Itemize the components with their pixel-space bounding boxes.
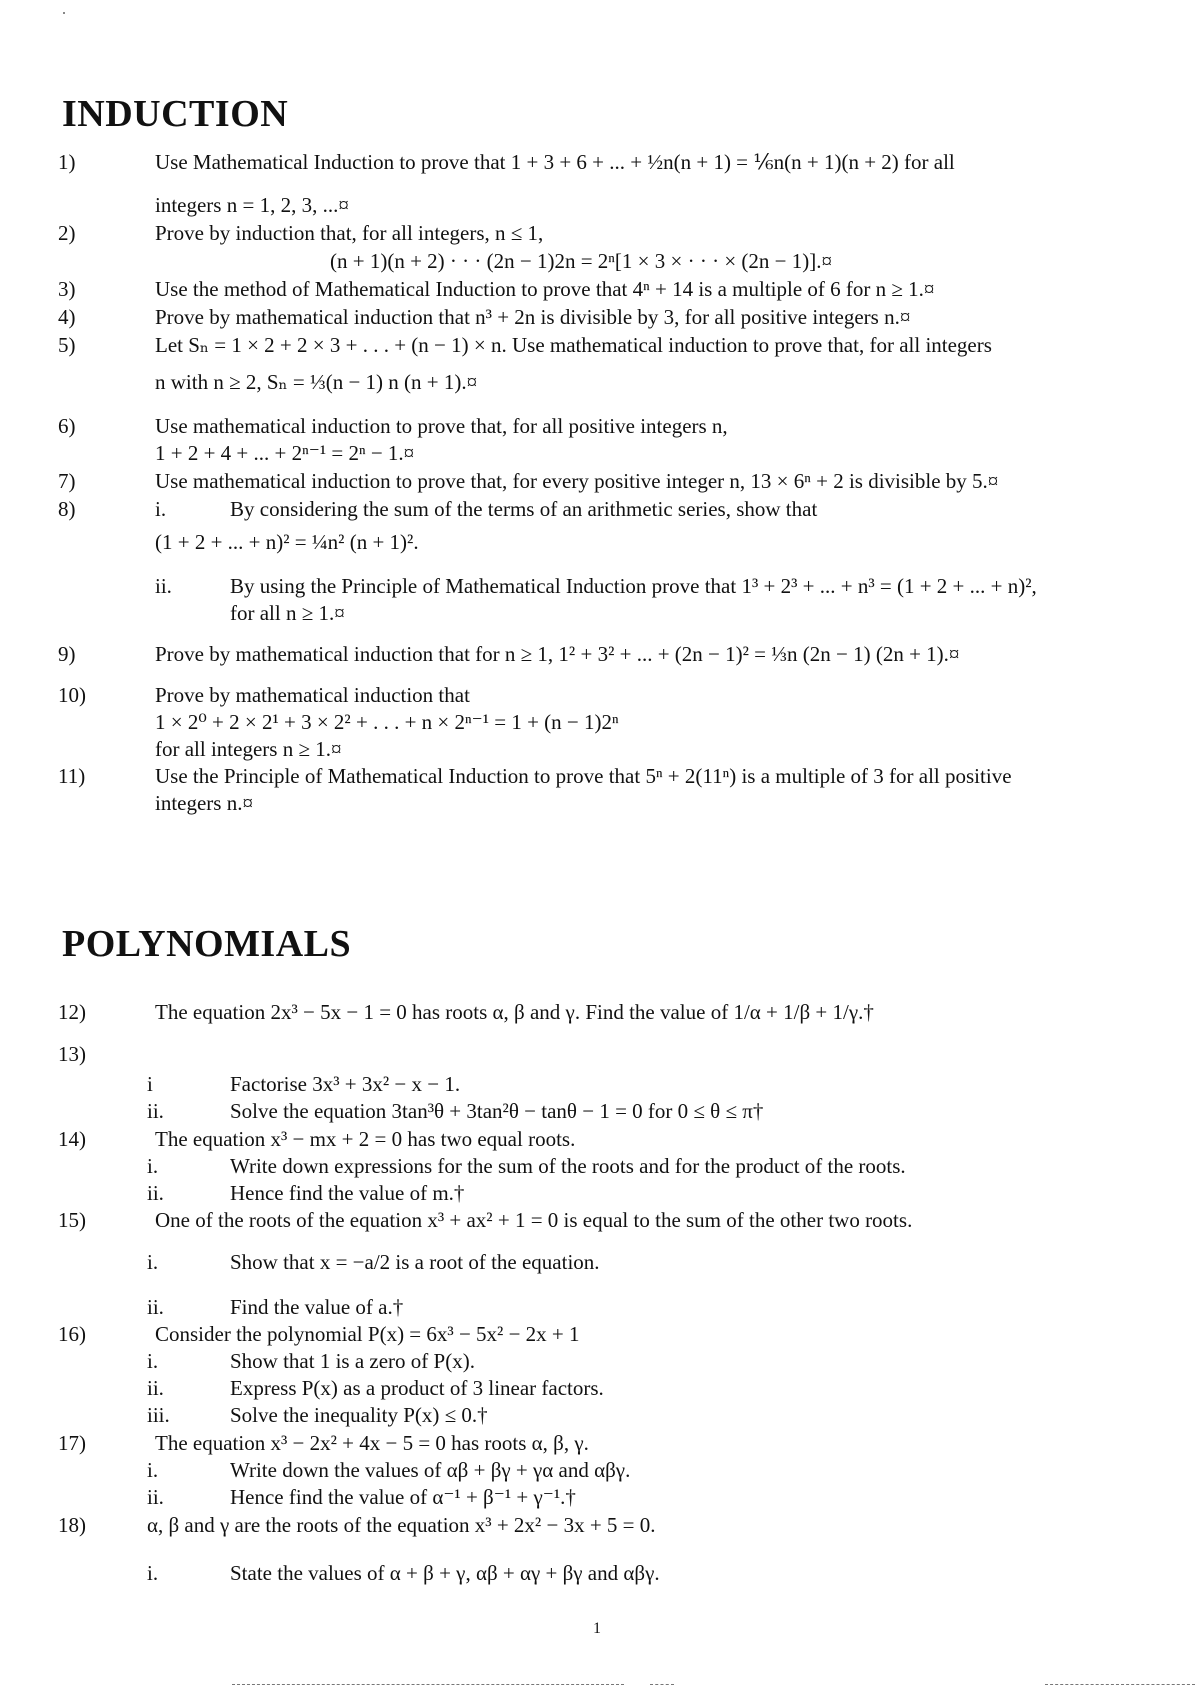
question-number: 15): [58, 1208, 86, 1232]
footer-rule: [1045, 1684, 1195, 1685]
scan-speck: [63, 12, 65, 14]
question-number: 16): [58, 1322, 86, 1346]
formula-text: (1 + 2 + ... + n)² = ¼n² (n + 1)².: [155, 530, 419, 554]
question-text: Prove by induction that, for all integers, n ≤ 1,: [155, 221, 544, 245]
formula-text: (n + 1)(n + 2) · · · (2n − 1)2n = 2ⁿ[1 × 3 × · · · × (2n − 1)].¤: [330, 249, 833, 273]
part-label: ii.: [147, 1376, 164, 1400]
question-text: Prove by mathematical induction that: [155, 683, 470, 707]
part-label: ii.: [147, 1099, 164, 1123]
footer-rule: [232, 1684, 624, 1685]
question-text: for all integers n ≥ 1.¤: [155, 737, 342, 761]
part-label: ii.: [147, 1181, 164, 1205]
question-number: 7): [58, 469, 76, 493]
part-label: i.: [155, 497, 167, 521]
question-text: By using the Principle of Mathematical Induction prove that 1³ + 2³ + ... + n³ = (1 + 2 + ... + n)²,: [230, 574, 1037, 598]
section-heading-induction: INDUCTION: [62, 93, 289, 135]
question-text: The equation x³ − 2x² + 4x − 5 = 0 has roots α, β, γ.: [155, 1431, 589, 1455]
part-label: ii.: [155, 574, 172, 598]
page-number: 1: [593, 1620, 601, 1637]
part-label: i.: [147, 1349, 159, 1373]
question-text: Use the method of Mathematical Induction to prove that 4ⁿ + 14 is a multiple of 6 for n ≥ 1.¤: [155, 277, 935, 301]
question-number: 5): [58, 333, 76, 357]
question-text: Hence find the value of m.†: [230, 1181, 465, 1205]
question-number: 3): [58, 277, 76, 301]
question-number: 14): [58, 1127, 86, 1151]
question-number: 13): [58, 1042, 86, 1066]
part-label: iii.: [147, 1403, 170, 1427]
question-text: Solve the inequality P(x) ≤ 0.†: [230, 1403, 488, 1427]
question-text: One of the roots of the equation x³ + ax² + 1 = 0 is equal to the sum of the other two roots.: [155, 1208, 913, 1232]
part-label: ii.: [147, 1485, 164, 1509]
footer-rule: [650, 1684, 674, 1685]
question-text: Use Mathematical Induction to prove that 1 + 3 + 6 + ... + ½n(n + 1) = ⅙n(n + 1)(n + 2) for all: [155, 150, 955, 174]
question-text: for all n ≥ 1.¤: [230, 601, 345, 625]
question-number: 18): [58, 1513, 86, 1537]
part-label: i: [147, 1072, 153, 1096]
question-text: Consider the polynomial P(x) = 6x³ − 5x² − 2x + 1: [155, 1322, 580, 1346]
question-text: Write down the values of αβ + βγ + γα and αβγ.: [230, 1458, 631, 1482]
question-text: The equation 2x³ − 5x − 1 = 0 has roots α, β and γ. Find the value of 1/α + 1/β + 1/γ.†: [155, 1000, 874, 1024]
question-number: 2): [58, 221, 76, 245]
question-text: By considering the sum of the terms of an arithmetic series, show that: [230, 497, 818, 521]
part-label: ii.: [147, 1295, 164, 1319]
question-text: 1 + 2 + 4 + ... + 2ⁿ⁻¹ = 2ⁿ − 1.¤: [155, 441, 415, 465]
question-text: n with n ≥ 2, Sₙ = ⅓(n − 1) n (n + 1).¤: [155, 370, 478, 394]
question-number: 17): [58, 1431, 86, 1455]
question-text: State the values of α + β + γ, αβ + αγ + βγ and αβγ.: [230, 1561, 660, 1585]
question-number: 8): [58, 497, 76, 521]
question-number: 9): [58, 642, 76, 666]
question-number: 1): [58, 150, 76, 174]
question-text: Express P(x) as a product of 3 linear factors.: [230, 1376, 604, 1400]
question-text: Factorise 3x³ + 3x² − x − 1.: [230, 1072, 461, 1096]
question-number: 10): [58, 683, 86, 707]
question-text: The equation x³ − mx + 2 = 0 has two equal roots.: [155, 1127, 576, 1151]
question-text: Prove by mathematical induction that for n ≥ 1, 1² + 3² + ... + (2n − 1)² = ⅓n (2n − 1) (2n + 1).¤: [155, 642, 960, 666]
part-label: i.: [147, 1154, 159, 1178]
question-text: Use mathematical induction to prove that, for every positive integer n, 13 × 6ⁿ + 2 is divisible by 5.¤: [155, 469, 999, 493]
question-number: 12): [58, 1000, 86, 1024]
question-text: Find the value of a.†: [230, 1295, 404, 1319]
formula-text: 1 × 2⁰ + 2 × 2¹ + 3 × 2² + . . . + n × 2ⁿ⁻¹ = 1 + (n − 1)2ⁿ: [155, 710, 619, 734]
question-number: 4): [58, 305, 76, 329]
question-number: 11): [58, 764, 86, 788]
part-label: i.: [147, 1458, 159, 1482]
question-text: integers n = 1, 2, 3, ...¤: [155, 193, 349, 217]
question-text: Use the Principle of Mathematical Induction to prove that 5ⁿ + 2(11ⁿ) is a multiple of 3 for all positive: [155, 764, 1012, 788]
question-text: Hence find the value of α⁻¹ + β⁻¹ + γ⁻¹.†: [230, 1485, 576, 1509]
question-text: Use mathematical induction to prove that, for all positive integers n,: [155, 414, 728, 438]
question-text: integers n.¤: [155, 791, 253, 815]
question-text: α, β and γ are the roots of the equation x³ + 2x² − 3x + 5 = 0.: [147, 1513, 656, 1537]
question-text: Write down expressions for the sum of the roots and for the product of the roots.: [230, 1154, 906, 1178]
question-text: Solve the equation 3tan³θ + 3tan²θ − tanθ − 1 = 0 for 0 ≤ θ ≤ π†: [230, 1099, 764, 1123]
question-text: Prove by mathematical induction that n³ + 2n is divisible by 3, for all positive integers n.¤: [155, 305, 911, 329]
question-number: 6): [58, 414, 76, 438]
question-text: Show that x = −a/2 is a root of the equation.: [230, 1250, 600, 1274]
part-label: i.: [147, 1250, 159, 1274]
question-text: Show that 1 is a zero of P(x).: [230, 1349, 475, 1373]
section-heading-polynomials: POLYNOMIALS: [62, 923, 352, 965]
question-text: Let Sₙ = 1 × 2 + 2 × 3 + . . . + (n − 1) × n. Use mathematical induction to prove that, for all integers: [155, 333, 992, 357]
part-label: i.: [147, 1561, 159, 1585]
